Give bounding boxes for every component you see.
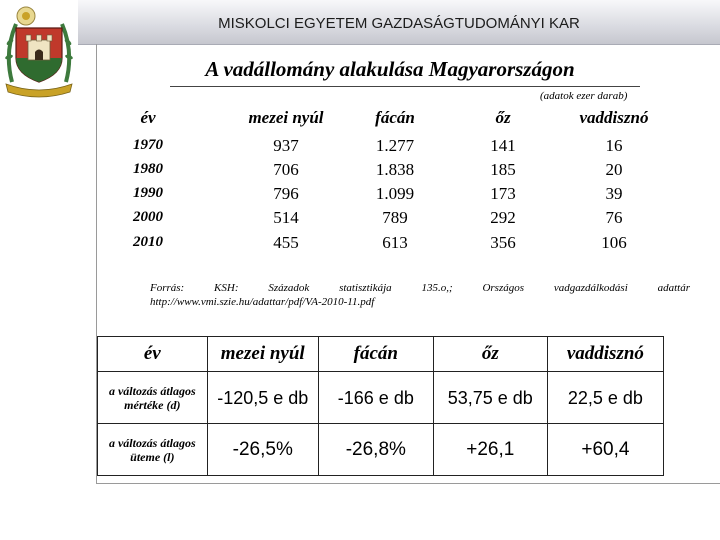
year-cell: 1990 [133,185,163,201]
population-table [0,104,720,264]
faculty-title: MISKOLCI EGYETEM GAZDASÁGTUDOMÁNYI KAR [218,15,580,32]
column-header-roe-deer: őz [495,108,511,127]
column-header-year: év [140,108,156,127]
row-label: a változás átlagos üteme (l) [98,424,208,476]
table-cell: -166 e db [318,372,433,424]
units-note: (adatok ezer darab) [540,90,628,102]
table-cell: -26,8% [318,424,433,476]
source-word: adattár [657,282,690,294]
table-cell: 455 [273,233,299,252]
table-cell: 185 [490,160,516,179]
source-note [150,281,690,309]
table-cell: 706 [273,160,299,179]
year-cell: 1970 [133,137,163,153]
source-word: Századok [268,282,310,294]
table-cell: 937 [273,136,299,155]
source-word: Forrás: [150,282,185,294]
table-cell: -26,5% [207,424,318,476]
slide-title: A vadállomány alakulása Magyarországon [205,57,575,81]
table-cell: -120,5 e db [207,372,318,424]
source-word: 135.o,; [421,282,453,294]
column-header-hare: mezei nyúl [248,108,324,127]
source-line [150,281,690,295]
university-crest-icon [2,2,76,98]
table-cell: 613 [382,233,408,252]
source-word: KSH: [214,282,239,294]
header-cell: vaddisznó [547,337,663,372]
table-cell: 173 [490,184,516,203]
table-cell: 789 [382,208,408,227]
table-cell: 76 [605,208,623,227]
table-cell: 39 [605,184,623,203]
table-cell: 16 [605,136,623,155]
year-cell: 2000 [133,209,163,225]
content-frame-bottom [96,483,720,484]
change-table [97,336,664,476]
header-cell: őz [433,337,547,372]
table-cell: +60,4 [547,424,663,476]
table-cell: 796 [273,184,299,203]
table-cell: 514 [273,208,299,227]
table-cell: 1.838 [375,160,415,179]
row-label: a változás átlagos mértéke (d) [98,372,208,424]
table-cell: +26,1 [433,424,547,476]
header-cell: év [98,337,208,372]
year-cell: 2010 [133,234,163,250]
header-bar [78,0,720,45]
year-cell: 1980 [133,161,163,177]
column-header-pheasant: fácán [375,108,415,127]
table-cell: 20 [605,160,623,179]
table-cell: 356 [490,233,516,252]
source-word: statisztikája [339,282,392,294]
source-word: Országos [482,282,525,294]
table-cell: 141 [490,136,516,155]
table-cell: 1.099 [375,184,415,203]
table-cell: 292 [490,208,516,227]
source-word: vadgazdálkodási [553,282,628,294]
table-cell: 53,75 e db [433,372,547,424]
column-header-wild-boar: vaddisznó [579,108,649,127]
title-underline [170,86,640,87]
source-url: http://www.vmi.szie.hu/adattar/pdf/VA-2010-11.pdf [150,296,375,308]
header-cell: mezei nyúl [207,337,318,372]
table-cell: 106 [601,233,627,252]
header-cell: fácán [318,337,433,372]
table-cell: 22,5 e db [547,372,663,424]
table-cell: 1.277 [375,136,415,155]
